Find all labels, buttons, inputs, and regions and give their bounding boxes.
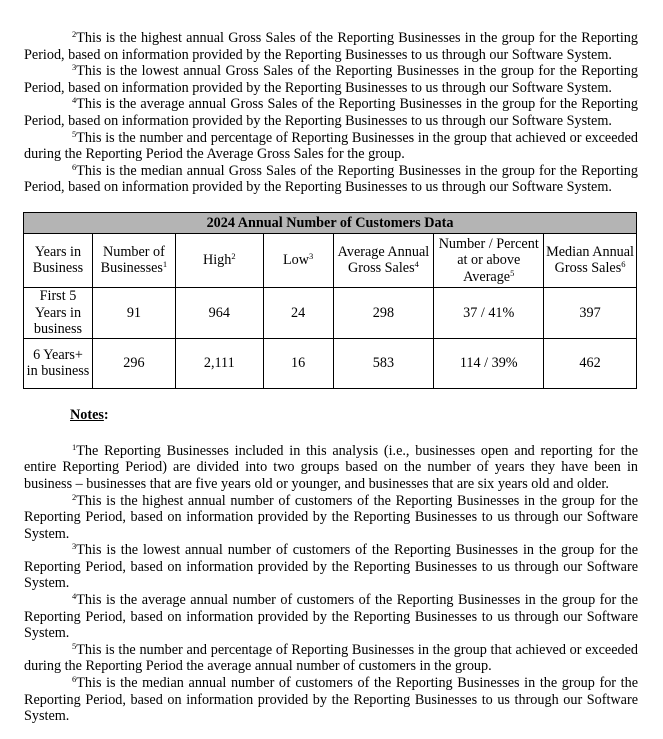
cell-number-of-businesses: 296 [92,338,175,388]
footnote-5 [24,130,638,163]
cell-average: 583 [333,338,434,388]
column-header-median [544,233,637,287]
note-marker: 3 [72,541,77,552]
note-text: This is the lowest annual number of customers of the Reporting Businesses in the group for the Reporting Period, based on information provided by the Reporting Businesses to us through our Software System. [24,542,638,592]
note-marker: 5 [72,640,77,651]
notes-heading-colon: : [103,406,109,423]
footnote-3 [24,63,638,96]
column-footnote-marker: 5 [510,267,515,278]
cell-high: 2,111 [175,338,263,388]
column-footnote-marker: 1 [162,259,168,270]
footnote-marker: 5 [72,128,77,139]
note-text: This is the number and percentage of Reporting Businesses in the group that achieved or exceeded during the Reporting Period the average annual number of customers in the group. [24,641,638,675]
footnote-text: This is the number and percentage of Reporting Businesses in the group that achieved or exceeded during the Reporting Period the Average Gross Sales for the group. [24,129,638,163]
cell-years-in-business: 6 Years+ in business [24,338,93,388]
note-text: This is the median annual number of customers of the Reporting Businesses in the group for the Reporting Period, based on information provided by the Reporting Businesses to us through our Software System. [24,675,638,725]
column-footnote-marker: 2 [231,251,236,262]
cell-at-or-above-average: 37 / 41% [434,287,544,338]
note-2 [24,493,638,543]
footnote-6 [24,163,638,196]
cell-high: 964 [175,287,263,338]
note-1 [24,443,638,493]
note-marker: 6 [72,674,77,685]
customers-data-table [23,212,637,389]
cell-median: 397 [544,287,637,338]
note-marker: 2 [72,491,77,502]
note-5 [24,642,638,675]
note-text: The Reporting Businesses included in this analysis (i.e., businesses open and reporting for the entire Reporting Period) are divided into two groups based on the number of years they have been in business – businesses that are five years old or younger, and businesses that are six years old and older. [24,442,638,492]
cell-low: 16 [263,338,333,388]
column-header-high [175,233,263,287]
note-text: This is the highest annual number of customers of the Reporting Businesses in the group for the Reporting Period, based on information provided by the Reporting Businesses to us through our Software System. [24,492,638,542]
footnote-text: This is the median annual Gross Sales of the Reporting Businesses in the group for the Reporting Period, based on information provided by the Reporting Businesses to us through our Software System. [24,162,638,196]
notes-heading-text: Notes [70,406,104,423]
column-label: Median Annual Gross Sales [546,243,634,277]
cell-years-in-business: First 5 Years in business [24,287,93,338]
column-header-number-of-businesses [92,233,175,287]
table-header-row [24,233,637,287]
footnote-marker: 3 [72,62,77,73]
cell-number-of-businesses: 91 [92,287,175,338]
gross-sales-footnotes [24,30,638,196]
note-marker: 4 [72,591,77,602]
column-label: Years in Business [32,243,84,277]
note-text: This is the average annual number of customers of the Reporting Businesses in the group for the Reporting Period, based on information provided by the Reporting Businesses to us through our Software System. [24,592,638,642]
cell-median: 462 [544,338,637,388]
column-label: High [202,252,232,269]
column-footnote-marker: 6 [621,259,626,270]
footnote-2 [24,30,638,63]
table-title-row [24,212,637,233]
column-label: Number / Percent at or above Average [438,235,539,285]
table-title: 2024 Annual Number of Customers Data [24,212,637,233]
notes-heading-block [24,407,638,443]
footnote-text: This is the highest annual Gross Sales of the Reporting Businesses in the group for the Reporting Period, based on information provided by the Reporting Businesses to us through our Software System. [24,30,638,63]
footnote-text: This is the lowest annual Gross Sales of the Reporting Businesses in the group for the Reporting Period, based on information provided by the Reporting Businesses to us through our Software System. [24,63,638,96]
footnote-marker: 2 [72,29,77,39]
column-footnote-marker: 3 [309,251,314,262]
column-label: Average Annual Gross Sales [337,243,430,277]
column-header-low [263,233,333,287]
column-header-at-or-above-average [434,233,544,287]
column-label: Number of Businesses [100,243,165,277]
note-marker: 1 [72,441,77,452]
note-4 [24,592,638,642]
table-row [24,287,637,338]
column-header-average [333,233,434,287]
note-3 [24,542,638,592]
column-label: Low [282,252,309,269]
footnote-marker: 6 [72,161,77,172]
column-footnote-marker: 4 [414,259,419,270]
cell-low: 24 [263,287,333,338]
table-row [24,338,637,388]
note-6 [24,675,638,725]
footnote-text: This is the average annual Gross Sales of the Reporting Businesses in the group for the Reporting Period, based on information provided by the Reporting Businesses to us through our Software System. [24,96,638,129]
column-header-years [24,233,93,287]
notes-heading [70,407,638,424]
customer-notes [24,443,638,725]
footnote-marker: 4 [72,95,77,106]
cell-average: 298 [333,287,434,338]
cell-at-or-above-average: 114 / 39% [434,338,544,388]
footnote-4 [24,96,638,129]
